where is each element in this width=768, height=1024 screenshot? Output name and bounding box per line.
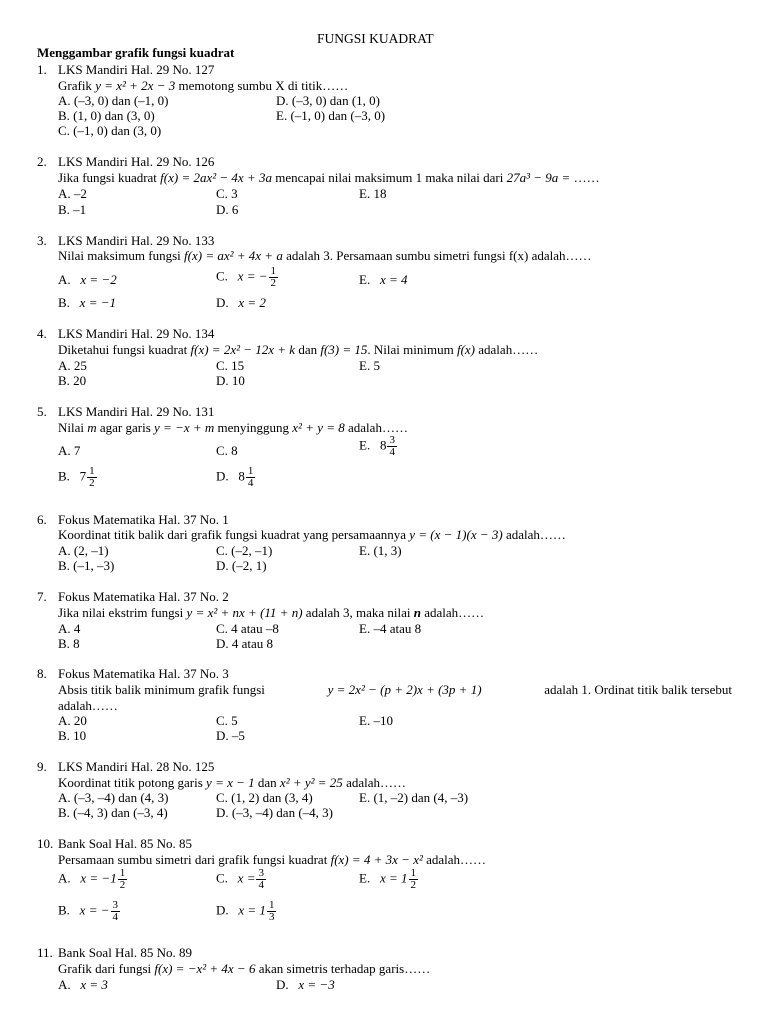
- question-source: LKS Mandiri Hal. 29 No. 127: [58, 62, 215, 77]
- option-c: C. x = $\frac{3}{4}$: [216, 867, 264, 891]
- option-a: A. (–3, –4) dan (4, 3): [58, 790, 169, 805]
- option-b: B. 10: [58, 728, 87, 743]
- question-text: Jika nilai ekstrim fungsi y = x² + nx + (11 + n) adalah 3, maka nilai n adalah……: [58, 605, 485, 620]
- option-d: D. x = 1 $\frac{1}{3}$: [216, 899, 275, 923]
- option-e: E. x = 1 $\frac{1}{2}$: [359, 867, 416, 891]
- question-number: 9.: [37, 759, 47, 774]
- option-e: E. –4 atau 8: [359, 621, 422, 636]
- option-e: E. 8 $\frac{3}{4}$: [359, 434, 395, 458]
- option-a: A. 20: [58, 713, 87, 728]
- question-number: 4.: [37, 326, 47, 341]
- option-d: D. x = −3: [276, 977, 335, 992]
- option-b: B. 7 $\frac{1}{2}$: [58, 465, 95, 489]
- question-number: 5.: [37, 404, 47, 419]
- option-e: E. x = 4: [359, 272, 408, 287]
- option-b: B. 20: [58, 373, 87, 388]
- option-b: B. (–1, –3): [58, 558, 115, 573]
- question-number: 3.: [37, 233, 47, 248]
- question-source: Fokus Matematika Hal. 37 No. 1: [58, 512, 229, 527]
- option-c: C. 5: [216, 713, 238, 728]
- question-source: Bank Soal Hal. 85 No. 89: [58, 945, 192, 960]
- page-title: FUNGSI KUADRAT: [317, 31, 434, 46]
- question-number: 11.: [37, 945, 53, 960]
- option-c: C. x = − $\frac{1}{2}$: [216, 265, 276, 289]
- question-text: Grafik y = x² + 2x − 3 memotong sumbu X di titik……: [58, 78, 349, 93]
- question-source: LKS Mandiri Hal. 29 No. 133: [58, 233, 215, 248]
- question-text: Jika fungsi kuadrat f(x) = 2ax² − 4x + 3a mencapai nilai maksimum 1 maka nilai dari 27a³ − 9a = ……: [58, 170, 600, 185]
- question-text: Koordinat titik balik dari grafik fungsi kuadrat yang persamaannya y = (x − 1)(x − 3) adalah……: [58, 527, 566, 542]
- option-d: D. (–3, 0) dan (1, 0): [276, 93, 380, 108]
- option-a: A. 7: [58, 443, 81, 458]
- option-a: A. x = 3: [58, 977, 108, 992]
- option-c: C. 4 atau –8: [216, 621, 279, 636]
- option-d: D. x = 2: [216, 295, 266, 310]
- question-source: LKS Mandiri Hal. 28 No. 125: [58, 759, 215, 774]
- question-number: 10.: [37, 836, 54, 851]
- question-number: 1.: [37, 62, 47, 77]
- question-text: Persamaan sumbu simetri dari grafik fungsi kuadrat f(x) = 4 + 3x − x² adalah……: [58, 852, 487, 867]
- option-b: B. (1, 0) dan (3, 0): [58, 108, 155, 123]
- option-a: A. 4: [58, 621, 81, 636]
- option-e: E. 5: [359, 358, 380, 373]
- question-text: Diketahui fungsi kuadrat f(x) = 2x² − 12x + k dan f(3) = 15. Nilai minimum f(x) adalah……: [58, 342, 539, 357]
- question-text: Nilai maksimum fungsi f(x) = ax² + 4x + a adalah 3. Persamaan sumbu simetri fungsi f(x) adalah……: [58, 248, 592, 263]
- option-d: D. 10: [216, 373, 245, 388]
- question-number: 7.: [37, 589, 47, 604]
- question-source: LKS Mandiri Hal. 29 No. 131: [58, 404, 215, 419]
- section-heading: Menggambar grafik fungsi kuadrat: [37, 45, 235, 60]
- option-b: B. –1: [58, 202, 87, 217]
- option-d: D. –5: [216, 728, 245, 743]
- option-b: B. 8: [58, 636, 80, 651]
- question-source: LKS Mandiri Hal. 29 No. 134: [58, 326, 215, 341]
- option-c: C. 15: [216, 358, 245, 373]
- option-a: A. (2, –1): [58, 543, 109, 558]
- option-e: E. (–1, 0) dan (–3, 0): [276, 108, 386, 123]
- option-a: A. 25: [58, 358, 87, 373]
- question-text-continued: adalah……: [58, 698, 118, 713]
- option-d: D. (–2, 1): [216, 558, 267, 573]
- option-b: B. x = −1: [58, 295, 116, 310]
- option-a: A. (–3, 0) dan (–1, 0): [58, 93, 169, 108]
- question-source: LKS Mandiri Hal. 29 No. 126: [58, 154, 215, 169]
- option-b: B. x = − $\frac{3}{4}$: [58, 899, 118, 923]
- option-d: D. 6: [216, 202, 239, 217]
- option-c: C. 8: [216, 443, 238, 458]
- option-c: C. 3: [216, 186, 238, 201]
- option-c: C. (1, 2) dan (3, 4): [216, 790, 313, 805]
- option-e: E. (1, 3): [359, 543, 402, 558]
- option-d: D. 8 $\frac{1}{4}$: [216, 465, 254, 489]
- option-e: E. –10: [359, 713, 393, 728]
- question-number: 2.: [37, 154, 47, 169]
- question-source: Bank Soal Hal. 85 No. 85: [58, 836, 192, 851]
- option-a: A. x = −1 $\frac{1}{2}$: [58, 867, 126, 891]
- option-d: D. 4 atau 8: [216, 636, 274, 651]
- option-c: C. (–2, –1): [216, 543, 273, 558]
- option-a: A. x = −2: [58, 272, 117, 287]
- question-source: Fokus Matematika Hal. 37 No. 3: [58, 666, 229, 681]
- question-text: Koordinat titik potong garis y = x − 1 dan x² + y² = 25 adalah……: [58, 775, 406, 790]
- option-c: C. (–1, 0) dan (3, 0): [58, 123, 162, 138]
- question-number: 8.: [37, 666, 47, 681]
- option-d: D. (–3, –4) dan (–4, 3): [216, 805, 333, 820]
- option-e: E. 18: [359, 186, 387, 201]
- question-text: Nilai m agar garis y = −x + m menyinggung x² + y = 8 adalah……: [58, 420, 408, 435]
- question-text: Grafik dari fungsi f(x) = −x² + 4x − 6 akan simetris terhadap garis……: [58, 961, 431, 976]
- option-b: B. (–4, 3) dan (–3, 4): [58, 805, 168, 820]
- question-number: 6.: [37, 512, 47, 527]
- question-source: Fokus Matematika Hal. 37 No. 2: [58, 589, 229, 604]
- option-e: E. (1, –2) dan (4, –3): [359, 790, 469, 805]
- option-a: A. –2: [58, 186, 87, 201]
- question-text: Absis titik balik minimum grafik fungsi y = 2x² − (p + 2)x + (3p + 1) adalah 1. Ordinat titik balik tersebut: [58, 682, 732, 697]
